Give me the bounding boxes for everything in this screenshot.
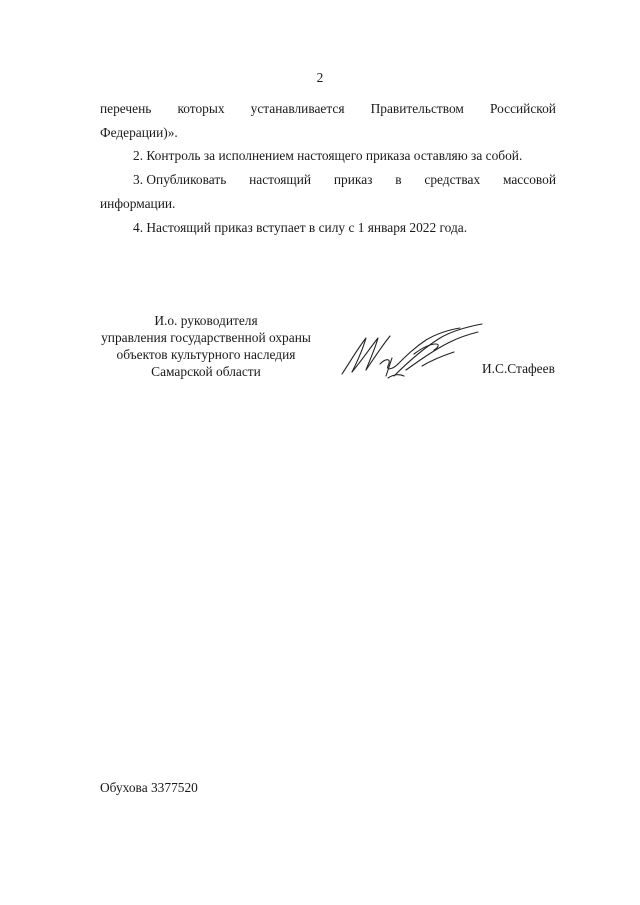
word: перечень	[100, 101, 152, 116]
word: Российской	[489, 101, 556, 116]
clause-continuation-line-1	[100, 101, 556, 117]
word: 3. Опубликовать	[133, 172, 227, 187]
signatory-title-line: управления государственной охраны	[101, 330, 311, 345]
word: настоящий	[249, 172, 312, 187]
clause-item-3-line-1	[133, 172, 556, 188]
clause-item-3-line-2: информации.	[100, 196, 176, 211]
word: массовой	[502, 172, 556, 187]
signatory-title-line: Самарской области	[151, 364, 261, 379]
word: средствах	[424, 172, 481, 187]
word: устанавливается	[250, 101, 345, 116]
word: которых	[177, 101, 225, 116]
word: в	[395, 172, 402, 187]
handwritten-signature	[336, 318, 486, 388]
signatory-title-block	[96, 312, 316, 380]
executor-contact: Обухова 3377520	[100, 780, 198, 795]
page-number: 2	[316, 70, 324, 85]
clause-item-2: 2. Контроль за исполнением настоящего приказа оставляю за собой.	[133, 148, 523, 163]
clause-item-4: 4. Настоящий приказ вступает в силу с 1 января 2022 года.	[133, 220, 468, 235]
signatory-title-line: объектов культурного наследия	[116, 347, 296, 362]
signer-name: И.С.Стафеев	[482, 361, 555, 376]
clause-continuation-line-2: Федерации)».	[100, 125, 178, 140]
word: Правительством	[370, 101, 464, 116]
signatory-title-line: И.о. руководителя	[154, 313, 258, 328]
word: приказ	[333, 172, 373, 187]
